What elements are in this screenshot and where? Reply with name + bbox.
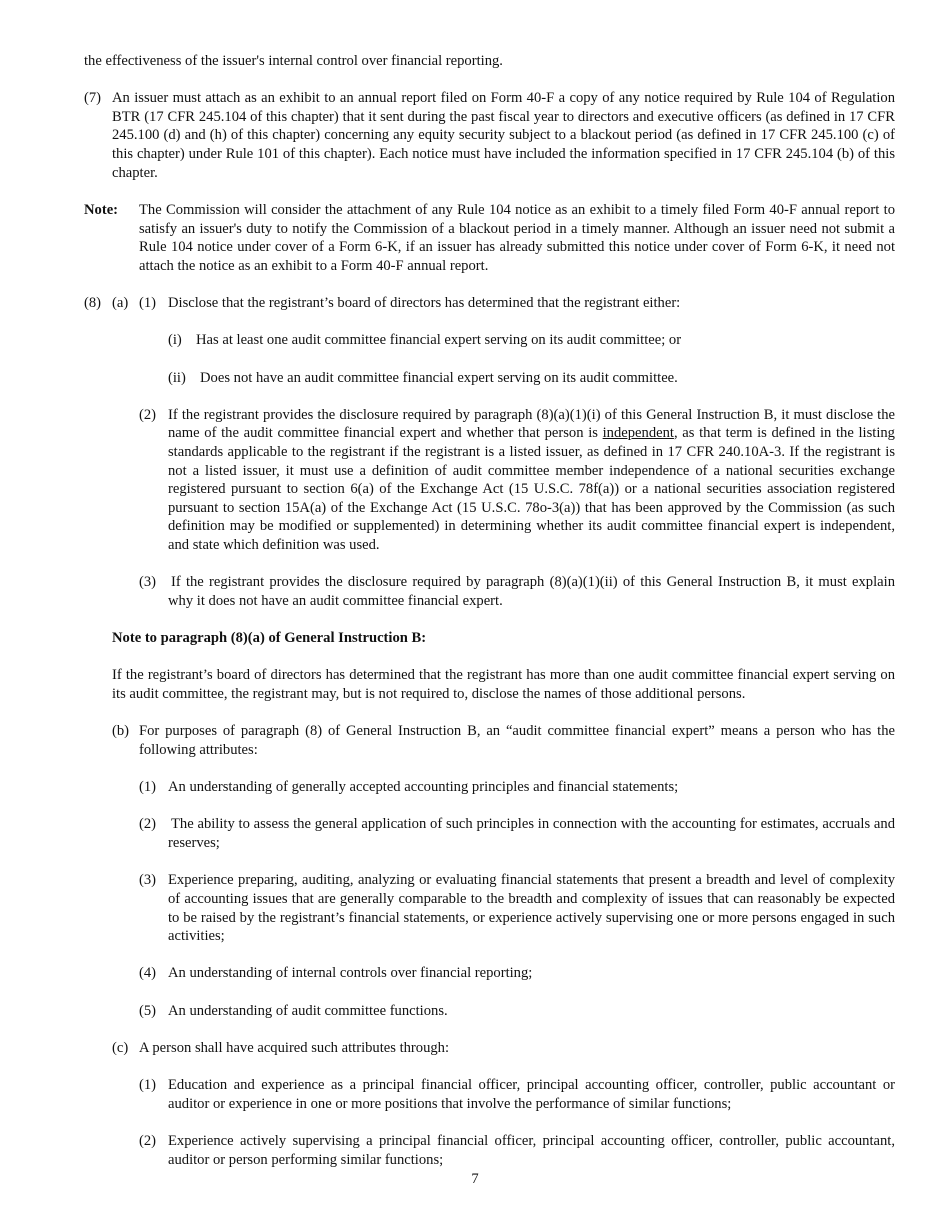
item-8b2-label: (2) [139,816,157,833]
item-8a2-text [168,406,895,555]
item-8a2-text-before: If the registrant provides the disclosure required by paragraph (8)(a)(1)(i) of this General Instruction B, it must disclose the name of the audit committee financial expert and whether that person is [168,406,895,442]
item-8b2-text: The ability to assess the general application of such principles in connection with the accounting for estimates, accruals and reserves; [168,816,895,852]
note-8a-heading: Note to paragraph (8)(a) of General Instruction B: [112,630,427,647]
item-8b2 [84,815,895,852]
item-8b4-label: (4) [139,965,157,982]
item-8b5 [84,1002,895,1021]
item-8b1-text: An understanding of generally accepted accounting principles and financial statements; [168,779,679,796]
item-8a1-text: Disclose that the registrant’s board of directors has determined that the registrant either: [168,295,681,311]
item-7 [84,89,895,182]
item-8a3 [84,573,895,610]
item-8a1-ii [84,369,895,388]
item-8b3 [84,871,895,945]
document-page [84,52,895,1169]
item-8a2-label: (2) [139,406,157,423]
item-8c1-text: Education and experience as a principal financial officer, principal accounting officer, controller, public accountant or auditor or experience in one or more positions that involve the performance of similar functions; [168,1077,895,1112]
note-text: The Commission will consider the attachment of any Rule 104 notice as an exhibit to a timely filed Form 40-F annual report to satisfy an issuer's duty to notify the Commission of a blackout period in a timely manner. Although an issuer need not submit a Rule 104 notice under cover of a Form 6-K, if an issuer has already submitted this notice under cover of Form 6-K, it need not attach the notice as an exhibit to a Form 40-F annual report. [139,201,895,274]
item-8a1-label: (1) [139,295,157,311]
note-label: Note: [84,201,119,218]
item-8b-text: For purposes of paragraph (8) of General Instruction B, an “audit committee financial expert” means a person who has the following attributes: [139,723,895,758]
page-number: 7 [471,1171,479,1187]
item-8c2-label: (2) [139,1133,157,1150]
intro-text: the effectiveness of the issuer's internal control over financial reporting. [84,53,503,69]
item-8a1 [84,294,895,313]
item-8b4-text: An understanding of internal controls over financial reporting; [168,965,533,982]
item-8c-text: A person shall have acquired such attributes through: [139,1039,450,1056]
item-8c-label: (c) [112,1039,129,1056]
item-8a1-ii-label: (ii) [168,369,186,386]
item-8a1-ii-text: Does not have an audit committee financial expert serving on its audit committee. [200,369,678,386]
item-8b3-label: (3) [139,872,157,889]
item-8a-label: (a) [112,295,129,311]
item-8a2 [84,406,895,555]
item-8c1-label: (1) [139,1077,157,1094]
item-8a2-text-after: , as that term is defined in the listing standards applicable to the registrant if the registrant is a listed issuer, as defined in 17 CFR 240.10A-3. If the registrant is not a listed issuer, it must use a definition of audit committee member independence of a national securities exchange registered pursuant to section 6(a) of the Exchange Act (15 U.S.C. 78f(a)) or a national securities association registered pursuant to section 15A(a) of the Exchange Act (15 U.S.C. 78o-3(a)) that has been approved by the Commission (as such definition may be modified or supplemented) in determining whether its audit committee financial expert is independent, and state which definition was used. [168,425,895,553]
item-8-label: (8) [84,295,102,311]
item-8b5-text: An understanding of audit committee functions. [168,1002,448,1019]
independent-term: independent [602,425,674,442]
item-8c1 [84,1076,895,1113]
item-8c2-text: Experience actively supervising a principal financial officer, principal accounting officer, controller, public accountant, auditor or person performing similar functions; [168,1133,895,1168]
item-8a3-label: (3) [139,574,157,591]
item-8c [84,1039,895,1058]
item-8a3-text: If the registrant provides the disclosure required by paragraph (8)(a)(1)(ii) of this General Instruction B, it must explain why it does not have an audit committee financial expert. [168,574,895,609]
item-7-label: (7) [84,90,102,107]
note [84,201,895,275]
item-8a1-i-label: (i) [168,332,182,349]
note-8a-text: If the registrant’s board of directors has determined that the registrant has more than one audit committee financial expert serving on its audit committee, the registrant may, but is not required to, disclose the names of those additional persons. [112,667,895,703]
item-8b1 [84,778,895,797]
item-8c2 [84,1132,895,1169]
item-8b5-label: (5) [139,1002,157,1019]
item-8a1-i [84,331,895,350]
item-7-text: An issuer must attach as an exhibit to an annual report filed on Form 40-F a copy of any notice required by Rule 104 of Regulation BTR (17 CFR 245.104 of this chapter) that it sent during the past fiscal year to directors and executive officers (as defined in 17 CFR 245.100 (d) and (h) of this chapter) concerning any equity security subject to a blackout period (as defined in 17 CFR 245.100 (c) of this chapter) under Rule 101 of this chapter). Each notice must have included the information specified in 17 CFR 245.104 (b) of this chapter. [112,90,895,181]
item-8b-label: (b) [112,723,130,740]
item-8b3-text: Experience preparing, auditing, analyzing or evaluating financial statements that present a breadth and level of complexity of accounting issues that are generally comparable to the breadth and complexity of issues that can reasonably be expected to be raised by the registrant’s financial statements, or experience actively supervising one or more persons engaged in such activities; [168,872,895,945]
item-8b4 [84,964,895,983]
item-8b1-label: (1) [139,779,157,796]
item-8a1-i-text: Has at least one audit committee financial expert serving on its audit committee; or [196,332,682,349]
item-8b [84,722,895,759]
